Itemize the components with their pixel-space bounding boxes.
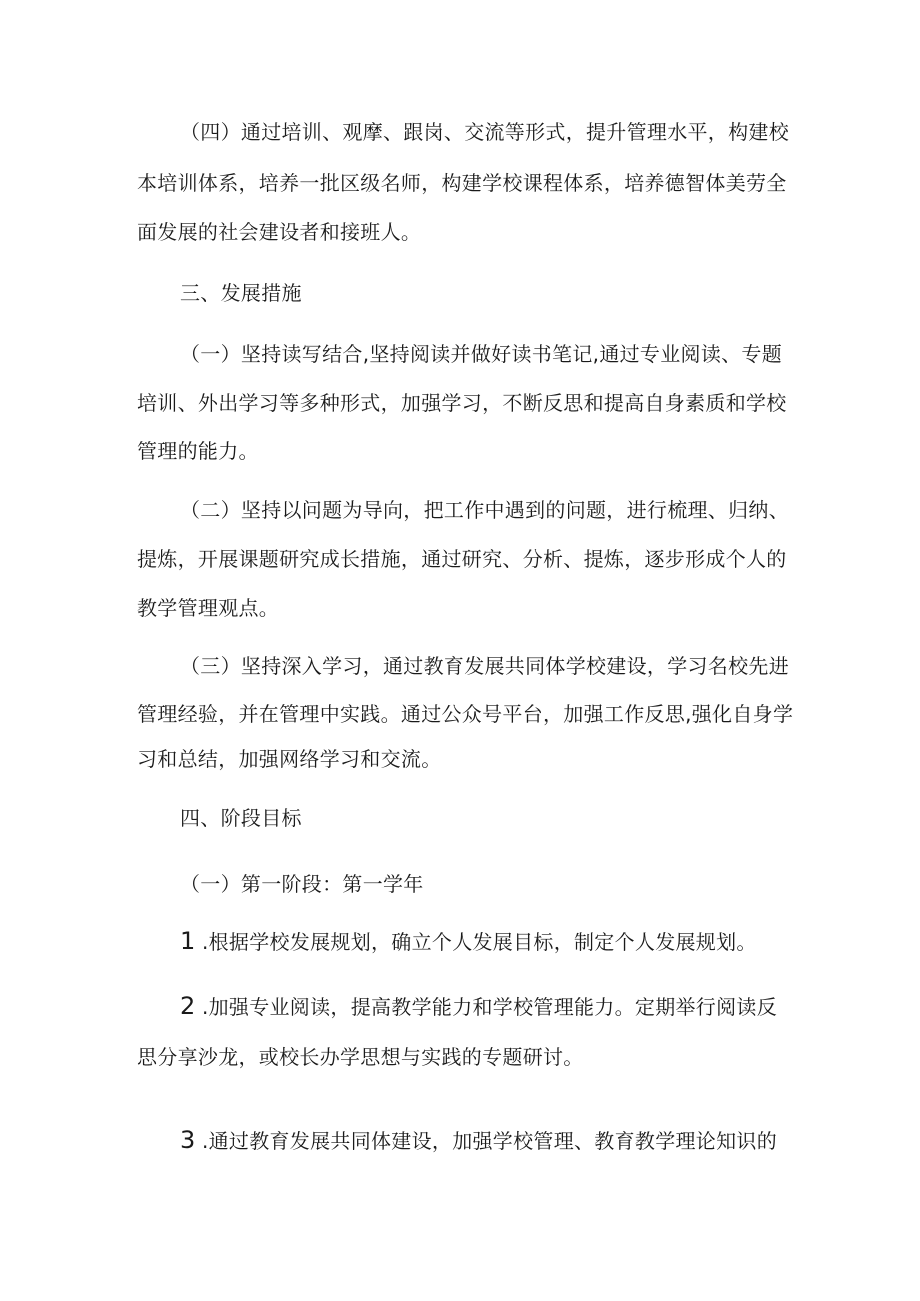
paragraph-4-line-2: 本培训体系，培养一批区级名师，构建学校课程体系，培养德智体美劳全 bbox=[137, 171, 787, 195]
goal-item-1-text: .根据学校发展规划，确立个人发展目标，制定个人发展规划。 bbox=[201, 930, 757, 954]
measure-3-line-1: （三）坚持深入学习，通过教育发展共同体学校建设，学习名校先进 bbox=[180, 654, 789, 678]
measure-1-line-1: （一）坚持读写结合,坚持阅读并做好读书笔记,通过专业阅读、专题 bbox=[180, 342, 783, 366]
measure-1-line-2: 培训、外出学习等多种形式，加强学习，不断反思和提高自身素质和学校 bbox=[137, 391, 787, 415]
goal-item-3 bbox=[180, 1126, 777, 1155]
measure-2-line-2: 提炼，开展课题研究成长措施，通过研究、分析、提炼，逐步形成个人的 bbox=[137, 547, 787, 571]
section-heading-3: 三、发展措施 bbox=[180, 281, 302, 305]
measure-1-line-3: 管理的能力。 bbox=[137, 439, 259, 463]
measure-3-line-3: 习和总结，加强网络学习和交流。 bbox=[137, 747, 442, 771]
paragraph-4-line-3: 面发展的社会建设者和接班人。 bbox=[137, 220, 422, 244]
goal-item-2-number: 2 bbox=[180, 992, 196, 1020]
goal-item-2-continuation: 思分享沙龙，或校长办学思想与实践的专题研讨。 bbox=[137, 1045, 584, 1069]
measure-3-line-2: 管理经验，并在管理中实践。通过公众号平台，加强工作反思,强化自身学 bbox=[137, 702, 794, 726]
goal-item-1-number: 1 bbox=[180, 927, 196, 955]
goal-item-3-number: 3 bbox=[180, 1126, 196, 1154]
section-heading-4: 四、阶段目标 bbox=[180, 806, 302, 830]
measure-2-line-1: （二）坚持以问题为导向，把工作中遇到的问题，进行梳理、归纳、 bbox=[180, 498, 789, 522]
paragraph-4-line-1: （四）通过培训、观摩、跟岗、交流等形式，提升管理水平，构建校 bbox=[180, 120, 789, 144]
goal-item-2 bbox=[180, 992, 777, 1021]
goal-item-2-text: .加强专业阅读，提高教学能力和学校管理能力。定期举行阅读反 bbox=[201, 995, 778, 1019]
goal-item-3-text: .通过教育发展共同体建设，加强学校管理、教育教学理论知识的 bbox=[201, 1129, 778, 1153]
stage-1-heading: （一）第一阶段：第一学年 bbox=[180, 872, 424, 896]
measure-2-line-3: 教学管理观点。 bbox=[137, 596, 280, 620]
goal-item-1 bbox=[180, 927, 757, 956]
